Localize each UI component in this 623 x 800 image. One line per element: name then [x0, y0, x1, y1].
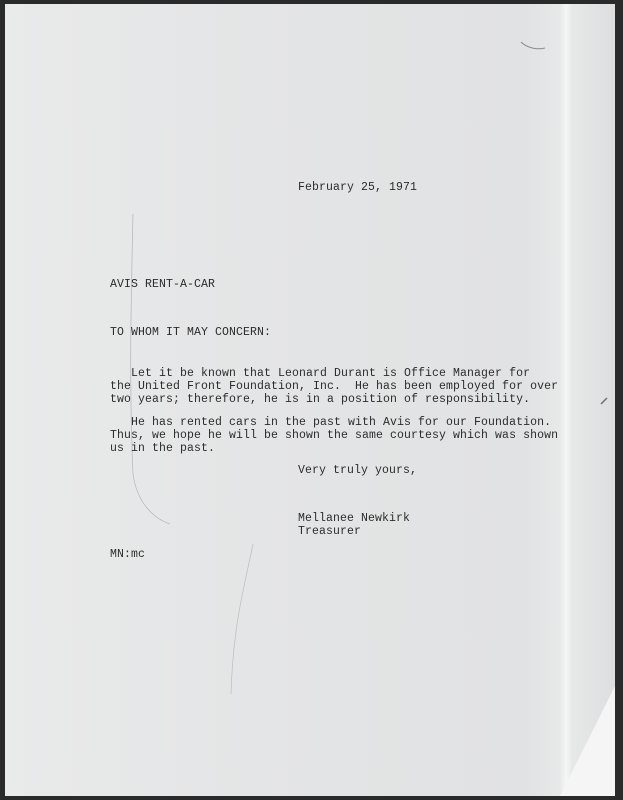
letter-salutation: TO WHOM IT MAY CONCERN:	[110, 326, 272, 339]
paragraph2-line: Thus, we hope he will be shown the same courtesy which was shown	[110, 429, 559, 442]
letter-date: February 25, 1971	[298, 181, 418, 194]
letter-page	[5, 4, 615, 796]
paragraph1-line: the United Front Foundation, Inc. He has been employed for over	[110, 380, 559, 393]
paragraph1-line: Let it be known that Leonard Durant is Office Manager for	[110, 367, 531, 380]
typist-initials: MN:mc	[110, 548, 146, 561]
folded-corner	[560, 686, 615, 796]
signer-name: Mellanee Newkirk	[298, 512, 411, 525]
letter-recipient: AVIS RENT-A-CAR	[110, 278, 216, 291]
paragraph1-line: two years; therefore, he is in a position of responsibility.	[110, 393, 531, 406]
signer-title: Treasurer	[298, 525, 362, 538]
paragraph2-line: us in the past.	[110, 442, 216, 455]
letter-closing: Very truly yours,	[298, 464, 418, 477]
paragraph2-line: He has rented cars in the past with Avis for our Foundation.	[110, 416, 552, 429]
